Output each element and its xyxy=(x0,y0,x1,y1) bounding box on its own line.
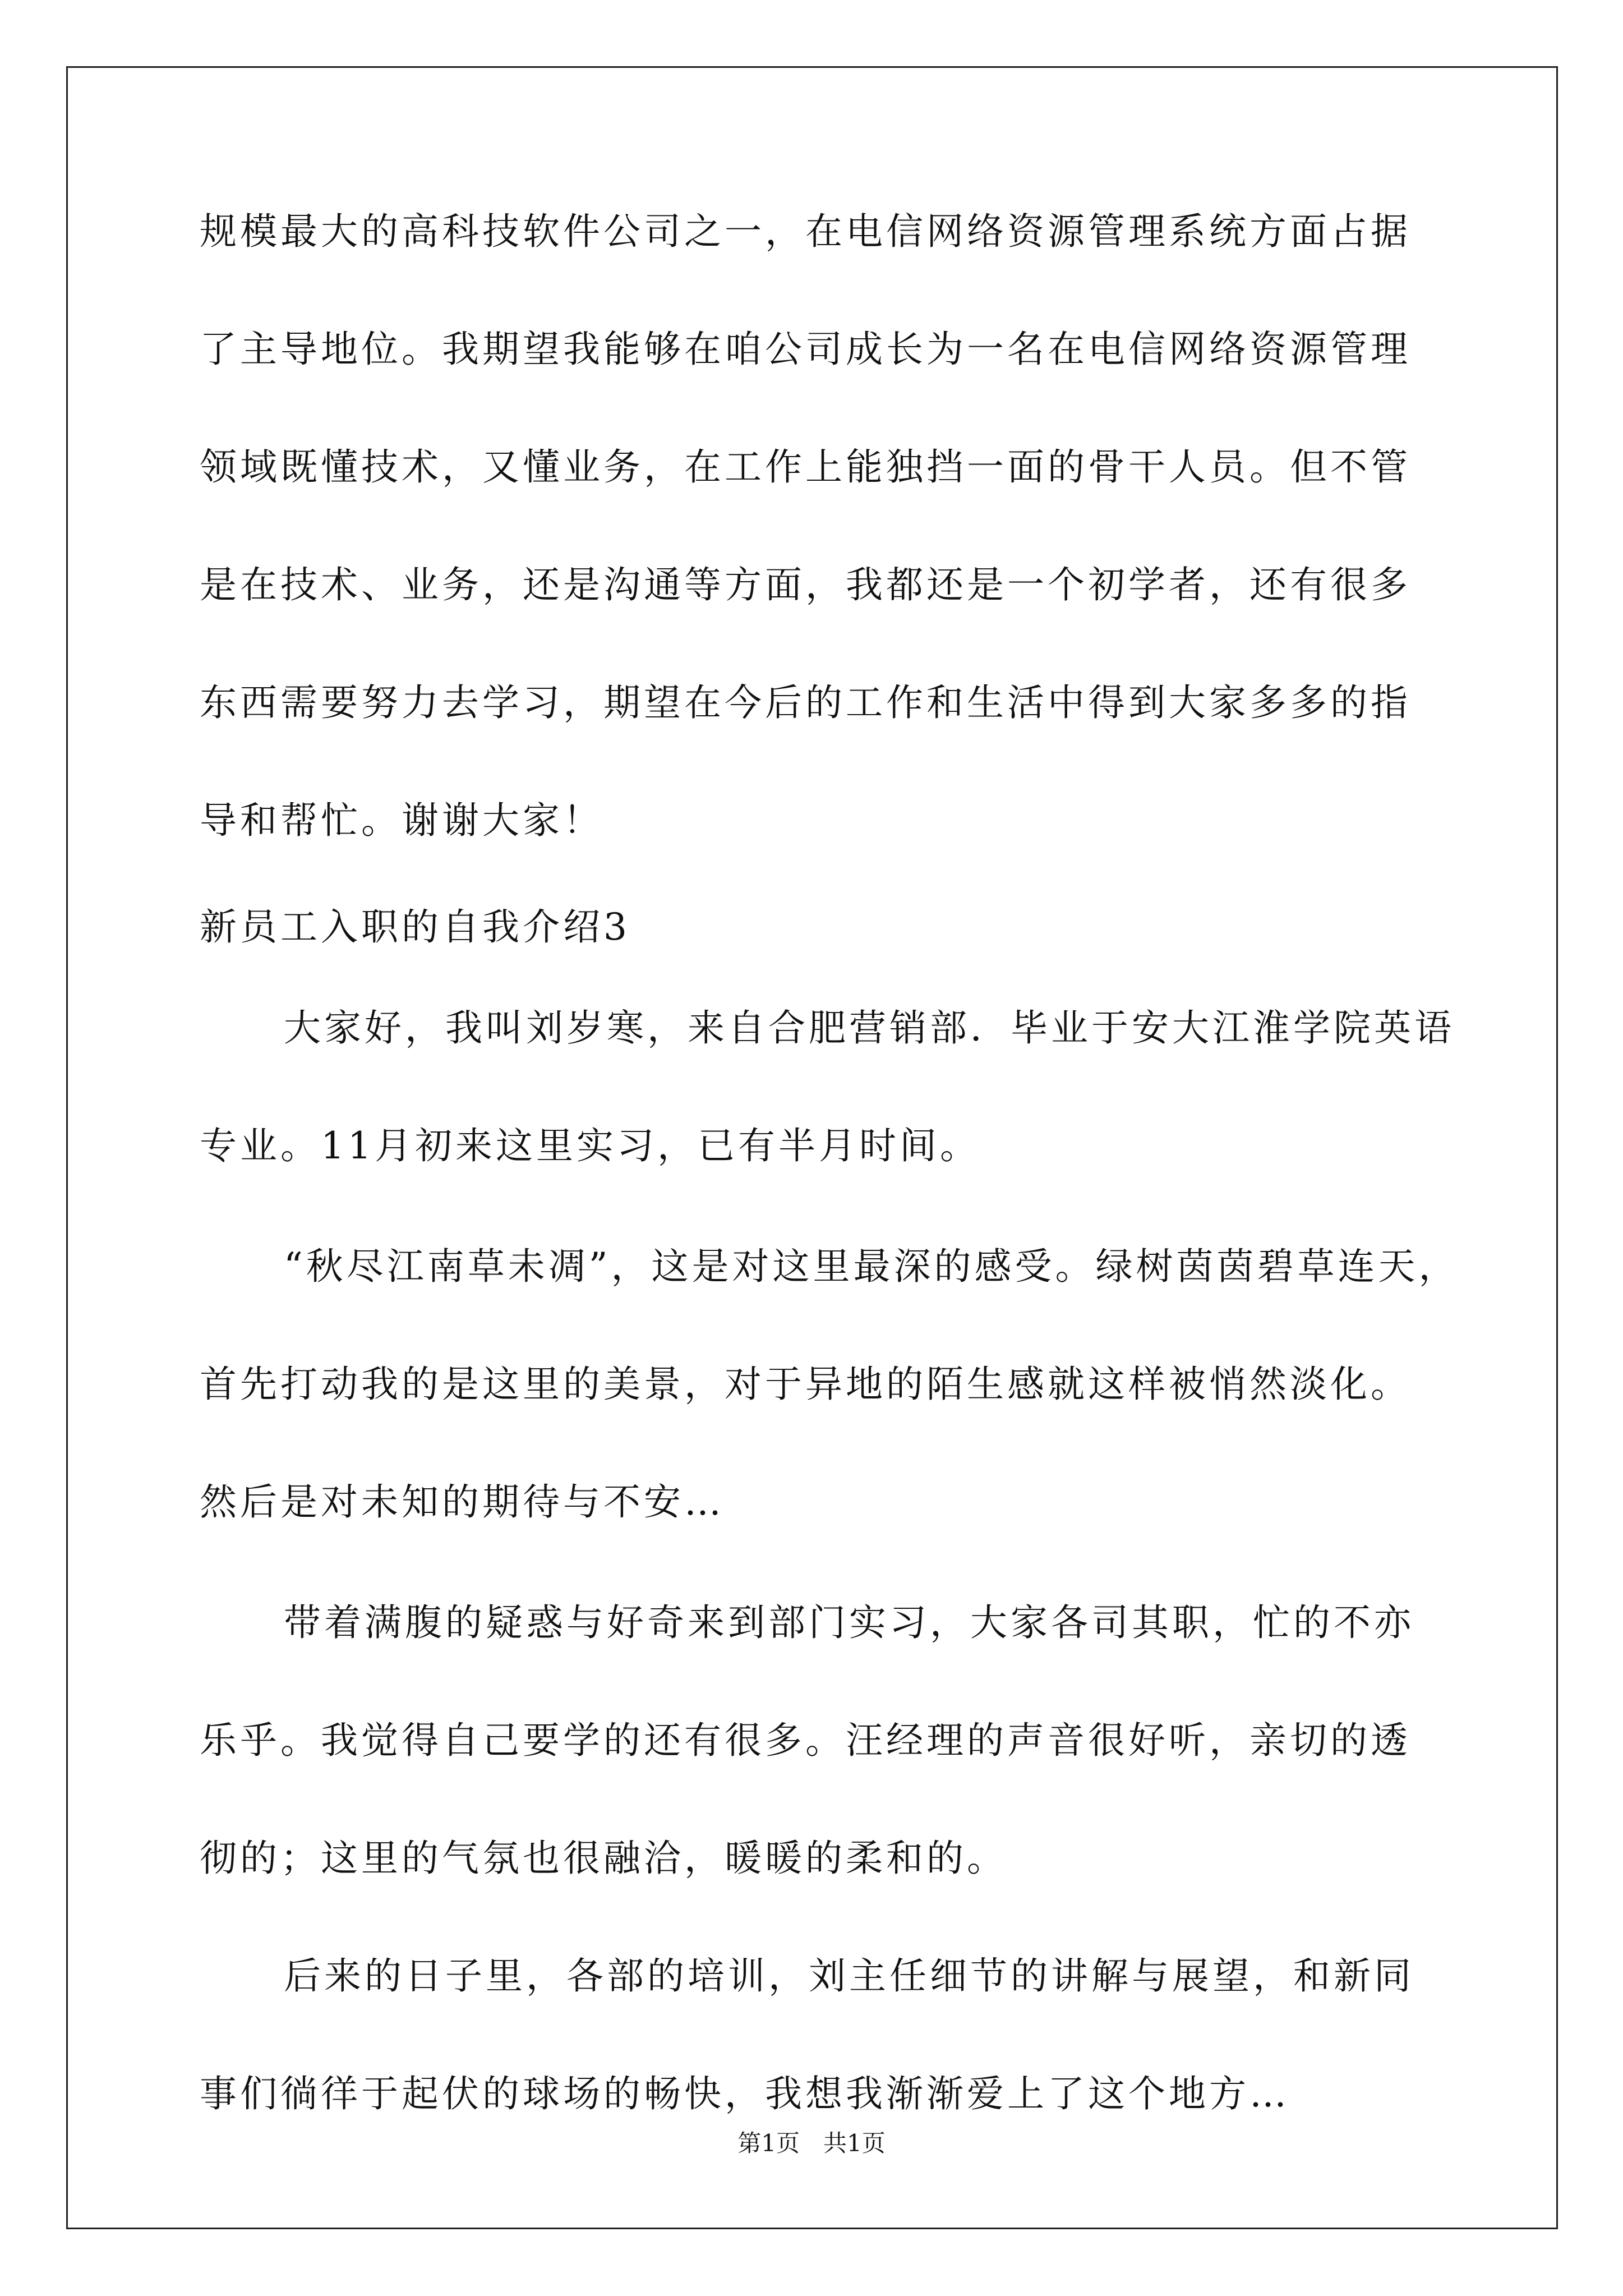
paragraph-3-line-1: 带着满腹的疑惑与好奇来到部门实习，大家各司其职，忙的不亦 xyxy=(284,1601,1414,1644)
paragraph-3-line-3: 彻的；这里的气氛也很融洽，暖暖的柔和的。 xyxy=(200,1837,1007,1880)
paragraph-2-line-2: 首先打动我的是这里的美景，对于异地的陌生感就这样被悄然淡化。 xyxy=(200,1363,1411,1406)
body-line-1: 规模最大的高科技软件公司之一，在电信网络资源管理系统方面占据 xyxy=(200,210,1411,253)
body-line-2: 了主导地位。我期望我能够在咱公司成长为一名在电信网络资源管理 xyxy=(200,328,1411,371)
paragraph-1-line-2: 专业。11月初来这里实习，已有半月时间。 xyxy=(200,1124,980,1167)
paragraph-4-line-2: 事们徜徉于起伏的球场的畅快，我想我渐渐爱上了这个地方… xyxy=(200,2072,1290,2115)
body-line-6: 导和帮忙。谢谢大家！ xyxy=(200,799,603,842)
paragraph-1-line-1: 大家好，我叫刘岁寒，来自合肥营销部．毕业于安大江淮学院英语 xyxy=(284,1006,1455,1050)
paragraph-3-line-2: 乐乎。我觉得自己要学的还有很多。汪经理的声音很好听，亲切的透 xyxy=(200,1719,1411,1762)
paragraph-2-line-1: “秋尽江南草未凋”，这是对这里最深的感受。绿树茵茵碧草连天， xyxy=(284,1245,1459,1288)
body-line-5: 东西需要努力去学习，期望在今后的工作和生活中得到大家多多的指 xyxy=(200,681,1411,724)
paragraph-2-line-3: 然后是对未知的期待与不安… xyxy=(200,1480,725,1524)
body-line-3: 领域既懂技术，又懂业务，在工作上能独挡一面的骨干人员。但不管 xyxy=(200,445,1411,489)
section-heading: 新员工入职的自我介绍3 xyxy=(200,905,630,949)
paragraph-4-line-1: 后来的日子里，各部的培训，刘主任细节的讲解与展望，和新同 xyxy=(284,1954,1414,1998)
page-footer: 第1页 共1页 xyxy=(737,2129,886,2157)
body-line-4: 是在技术、业务，还是沟通等方面，我都还是一个初学者，还有很多 xyxy=(200,563,1411,606)
